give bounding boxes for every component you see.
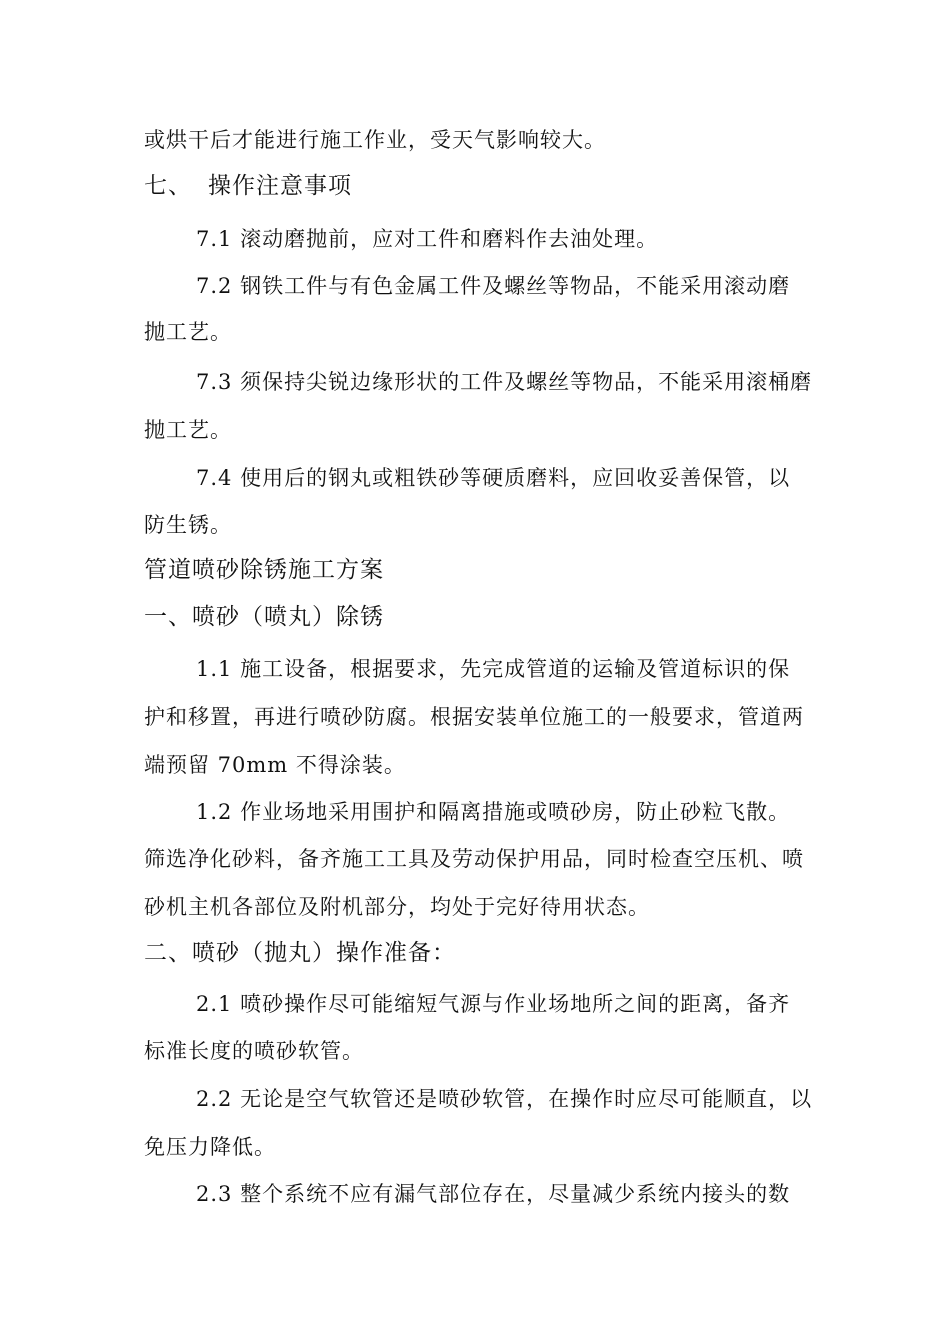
section-title: 操作注意事项 — [208, 173, 352, 199]
paragraph-1-1-line-1: 1.1 施工设备，根据要求，先完成管道的运输及管道标识的保 — [196, 657, 791, 681]
paragraph-2-2-line-2: 免压力降低。 — [144, 1135, 276, 1159]
paragraph-1-1-line-2: 护和移置，再进行喷砂防腐。根据安装单位施工的一般要求，管道两 — [144, 705, 804, 729]
section-number: 七、 — [144, 173, 192, 199]
paragraph-1-2-line-1: 1.2 作业场地采用围护和隔离措施或喷砂房，防止砂粒飞散。 — [196, 800, 791, 824]
paragraph-1-2-line-2: 筛选净化砂料，备齐施工工具及劳动保护用品，同时检查空压机、喷 — [144, 847, 804, 871]
paragraph-7-2-line-2: 抛工艺。 — [144, 320, 232, 344]
paragraph-7-2-line-1: 7.2 钢铁工件与有色金属工件及螺丝等物品，不能采用滚动磨 — [196, 274, 791, 298]
paragraph-2-3-line-1: 2.3 整个系统不应有漏气部位存在，尽量减少系统内接头的数 — [196, 1182, 791, 1206]
document-title: 管道喷砂除锈施工方案 — [144, 557, 384, 583]
paragraph-7-1: 7.1 滚动磨抛前，应对工件和磨料作去油处理。 — [196, 227, 659, 251]
paragraph-7-4-line-1: 7.4 使用后的钢丸或粗铁砂等硬质磨料，应回收妥善保管，以 — [196, 466, 791, 490]
paragraph-2-2-line-1: 2.2 无论是空气软管还是喷砂软管，在操作时应尽可能顺直，以 — [196, 1087, 813, 1111]
section-heading-7 — [144, 171, 352, 201]
paragraph-1-2-line-3: 砂机主机各部位及附机部分，均处于完好待用状态。 — [144, 895, 650, 919]
paragraph-2-1-line-1: 2.1 喷砂操作尽可能缩短气源与作业场地所之间的距离，备齐 — [196, 992, 791, 1016]
paragraph-2-1-line-2: 标准长度的喷砂软管。 — [144, 1039, 364, 1063]
section-heading-1: 一、喷砂（喷丸）除锈 — [144, 604, 384, 630]
paragraph-7-3-line-2: 抛工艺。 — [144, 418, 232, 442]
section-heading-2: 二、喷砂（抛丸）操作准备： — [144, 940, 456, 966]
paragraph-7-4-line-2: 防生锈。 — [144, 513, 232, 537]
paragraph-1-1-line-3: 端预留 70mm 不得涂装。 — [144, 753, 406, 777]
paragraph-7-3-line-1: 7.3 须保持尖锐边缘形状的工件及螺丝等物品，不能采用滚桶磨 — [196, 370, 813, 394]
paragraph-continuation: 或烘干后才能进行施工作业，受天气影响较大。 — [144, 128, 606, 152]
